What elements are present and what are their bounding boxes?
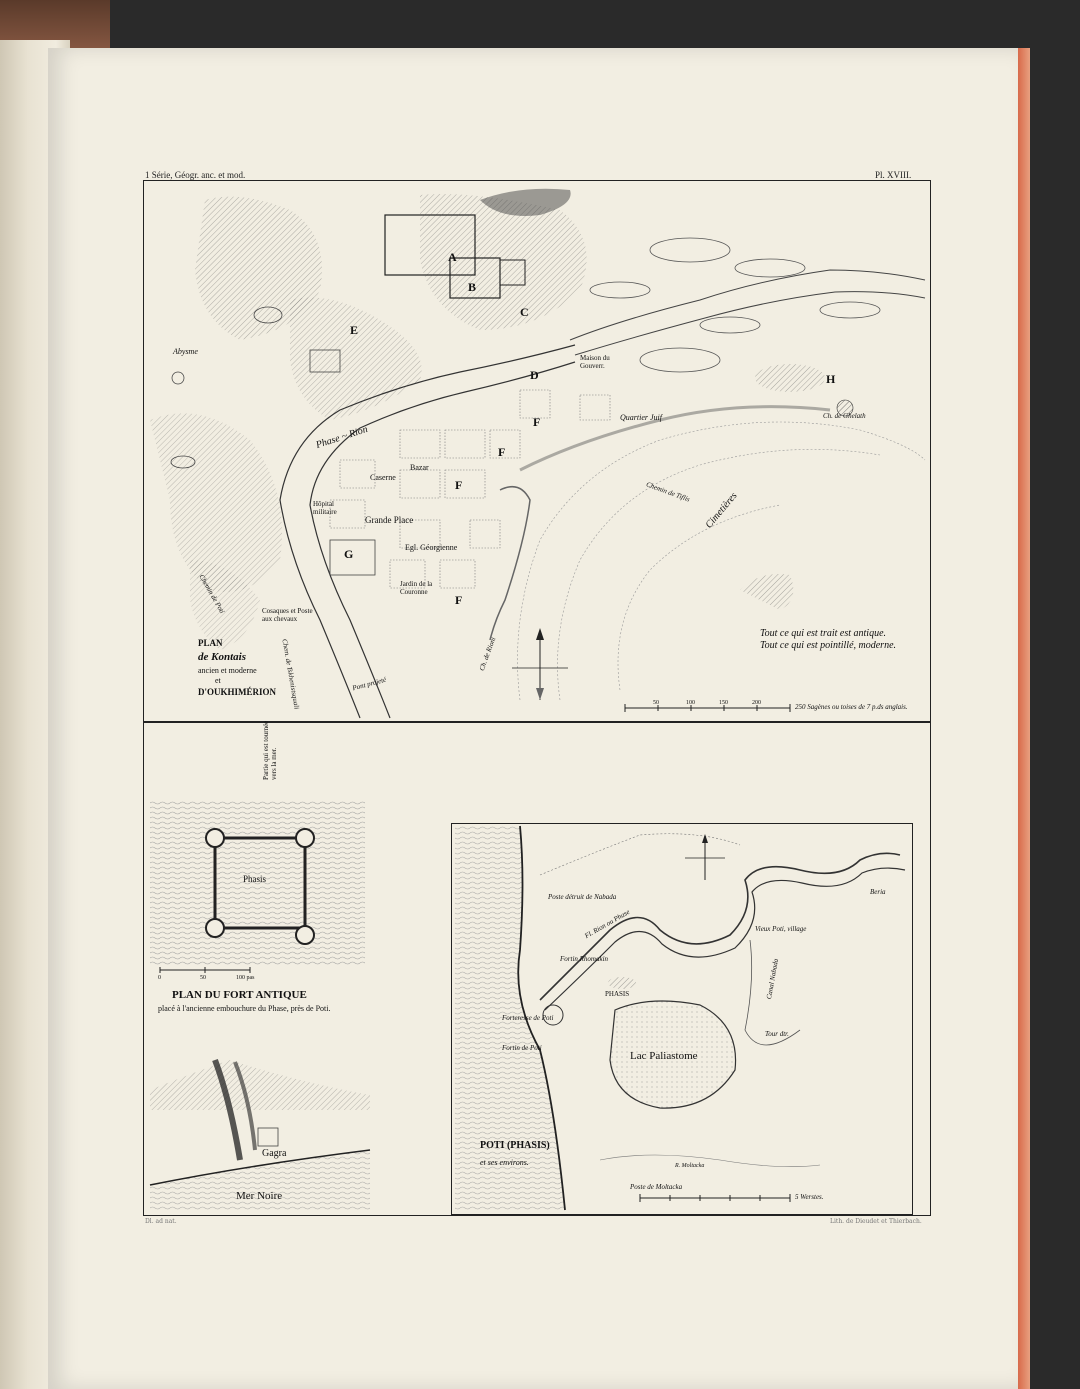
poti-scale-label: 5 Werstes. — [795, 1193, 824, 1201]
plate-number: Pl. XVIII. — [875, 170, 912, 180]
legend-moderne: Tout ce qui est pointillé, moderne. — [760, 640, 897, 651]
letter-f4: F — [498, 445, 506, 459]
label-maison: Maison du Gouverr. — [580, 354, 610, 370]
letter-f2: F — [455, 478, 463, 492]
label-cosaques: Cosaques et Poste aux chevaux — [262, 607, 313, 623]
letter-c: C — [520, 305, 529, 319]
label-fortin-poti: Fortin de Poti — [502, 1044, 542, 1052]
letter-d: D — [530, 368, 539, 382]
label-canal: Canal Nabada — [765, 958, 781, 1000]
phasis-label: PHASIS — [605, 990, 630, 998]
kontais-title-4: et — [215, 676, 221, 685]
label-poste-nabada: Poste détruit de Nabada — [548, 893, 617, 901]
poti-title: POTI (PHASIS) — [480, 1140, 550, 1151]
letter-f3: F — [455, 593, 463, 607]
hill-shading-citadel — [420, 194, 587, 330]
label-r-moltacka: R. Moltacka — [675, 1163, 705, 1169]
label-quartier-juif: Quartier Juif — [620, 413, 662, 422]
series-header: 1 Série, Géogr. anc. et mod. — [145, 170, 246, 180]
poti-subtitle: et ses environs. — [480, 1158, 529, 1167]
label-fortin-rhomakin: Fortin Rhomakin — [560, 955, 609, 963]
label-poste-moltacka: Poste de Moltacka — [630, 1183, 683, 1191]
letter-f1: F — [533, 415, 541, 429]
label-beria: Beria — [870, 888, 886, 896]
kontais-title-3: ancien et moderne — [198, 666, 257, 675]
fort-side-note: Partie qui est tournée vers la mer. — [262, 720, 278, 780]
label-hopital: Hôpital militaire — [313, 500, 337, 516]
gagra-town: Gagra — [262, 1148, 287, 1159]
fort-subtitle: placé à l'ancienne embouchure du Phase, près de Poti. — [158, 1004, 331, 1013]
label-abysme: Abysme — [173, 347, 198, 356]
fort-scale-0: 0 — [158, 975, 161, 981]
label-ch-gelath: Ch. de Ghelath — [823, 412, 866, 420]
lake-label: Lac Paliastome — [630, 1050, 698, 1062]
river-label: Fl. Rion ou Phase — [583, 907, 632, 941]
scale-tick-100: 100 — [686, 700, 695, 706]
label-jardin: Jardin de la Couronne — [400, 580, 433, 596]
scale-tick-150: 150 — [719, 700, 728, 706]
scale-tick-50: 50 — [653, 700, 659, 706]
footer-right: Lith. de Dieudet et Thierbach. — [830, 1218, 922, 1225]
label-pont: Pont projeté — [351, 675, 387, 693]
label-eglise: Egl. Géorgienne — [405, 543, 458, 552]
letter-h: H — [826, 372, 836, 386]
label-tour: Tour dtr. — [765, 1030, 789, 1038]
kontais-title-5: D'OUKHIMÉRION — [198, 687, 277, 697]
footer-left: Dl. ad nat. — [145, 1218, 177, 1225]
fort-scale-50: 50 — [200, 975, 206, 981]
scale-label-kontais: 250 Sagènes ou toises de 7 p.ds anglais. — [795, 703, 908, 711]
gagra-sea-label: Mer Noire — [236, 1190, 283, 1202]
letter-a: A — [448, 250, 457, 264]
fort-name: Phasis — [243, 874, 267, 884]
label-tiflis: Chemin de Tiflis — [645, 480, 691, 504]
fort-title: PLAN DU FORT ANTIQUE — [172, 989, 307, 1001]
fort-scale-100: 100 pas — [236, 975, 255, 981]
label-bazar: Bazar — [410, 463, 429, 472]
legend-antique: Tout ce qui est trait est antique. — [760, 628, 887, 639]
kontais-title-1: PLAN — [198, 638, 223, 648]
label-ch-rioni: Ch. de Rioni — [477, 636, 498, 672]
label-cimetieres: Cimetières — [703, 490, 740, 531]
kontais-title-2: de Kontais — [198, 651, 246, 663]
label-grande-place: Grande Place — [365, 515, 414, 525]
letter-b: B — [468, 280, 477, 294]
label-caserne: Caserne — [370, 473, 396, 482]
letter-g: G — [344, 547, 354, 561]
gagra-mountains — [150, 1060, 370, 1110]
letter-e: E — [350, 323, 359, 337]
label-vieux-poti: Vieux Poti, village — [755, 925, 807, 933]
label-forteresse: Forteresse de Poti — [502, 1014, 554, 1022]
label-chemin-poti: Chemin de Poti — [197, 573, 227, 615]
label-chemin-tskhenis: Chem. de Tskhenistsquali — [280, 638, 301, 710]
label-phase-rion: Phase ~ Rion — [314, 423, 370, 452]
scale-tick-200: 200 — [752, 700, 761, 706]
